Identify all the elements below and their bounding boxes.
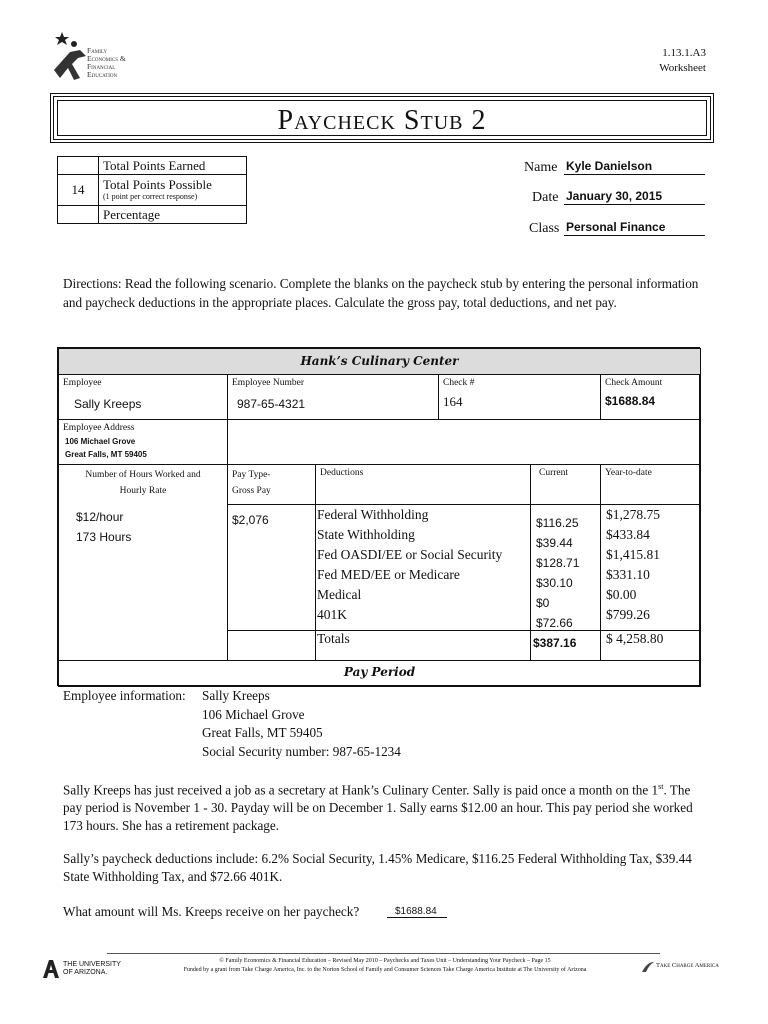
deduction-name: 401K: [317, 607, 347, 622]
address-line-2: Great Falls, MT 59405: [65, 450, 147, 459]
scenario-p1-sup: st: [658, 782, 664, 791]
employee-label: Employee: [63, 378, 102, 388]
doc-code: 1.13.1.A3: [662, 47, 706, 59]
info-name: Sally Kreeps: [202, 688, 270, 703]
hourly-rate-value: $12/hour: [76, 510, 124, 524]
check-number-cell: [438, 374, 601, 420]
paytype-label-1: Pay Type-: [232, 470, 271, 480]
check-amount-label: Check Amount: [605, 378, 663, 388]
employee-number-cell: [227, 374, 439, 420]
footer-line-1: © Family Economics & Financial Education – Revised May 2010 – Paychecks and Taxes Unit – Understanding Your Paycheck – Page 15: [219, 958, 551, 964]
totals-current-cell: [530, 630, 601, 661]
employee-cell: [58, 374, 228, 420]
name-value: Kyle Danielson: [566, 159, 653, 173]
deduction-name: State Withholding: [317, 527, 415, 542]
percentage-label: Percentage: [99, 206, 247, 224]
totals-blank-cell: [227, 630, 316, 661]
logo-line: Family: [87, 46, 108, 55]
university-a-icon: [42, 959, 60, 979]
page-title: Paycheck Stub 2: [277, 105, 487, 136]
deduction-ytd: $1,415.81: [606, 547, 660, 562]
date-field[interactable]: [564, 187, 705, 205]
deduction-current: $39.44: [536, 536, 573, 550]
company-header: [58, 348, 701, 375]
deduction-current: $116.25: [536, 516, 579, 530]
info-ssn: Social Security number: 987-65-1234: [202, 743, 401, 759]
tca-swoosh-icon: [641, 960, 655, 974]
class-value: Personal Finance: [566, 220, 666, 234]
employee-number-value: 987-65-4321: [237, 397, 306, 411]
info-city: Great Falls, MT 59405: [202, 725, 323, 740]
earned-value: [58, 157, 99, 175]
question: What amount will Ms. Kreeps receive on her paycheck?: [63, 904, 360, 919]
answer-field[interactable]: [387, 901, 447, 918]
points-possible-label: Total Points Possible: [103, 177, 212, 192]
employee-number-label: Employee Number: [232, 378, 305, 388]
deduction-name: Fed OASDI/EE or Social Security: [317, 547, 503, 562]
deduction-current: $128.71: [536, 556, 580, 570]
tca-logo: [641, 958, 741, 978]
pay-period-label: Pay Period: [343, 665, 416, 679]
paycheck-stub: [57, 347, 700, 686]
name-field[interactable]: [564, 157, 705, 175]
deduction-current: $0: [536, 596, 550, 610]
ytd-label: Year-to-date: [605, 468, 652, 478]
footer-line-2: Funded by a grant from Take Charge America, Inc. to the Norton School of Family and Consumer Sciences Take Charge America Institute at The University of Arizona: [183, 967, 587, 973]
scenario-paragraph-2: Sally’s paycheck deductions include: 6.2% Social Security, 1.45% Medicare, $116.25 Federal Withholding Tax, $39.44 State Withholding Tax, and $72.66 401K.: [63, 851, 692, 884]
employee-info-label: Employee information:: [63, 688, 186, 703]
totals-current: $387.16: [533, 636, 577, 650]
doc-type: Worksheet: [659, 62, 706, 74]
ua-line-1: THE UNIVERSITY: [63, 961, 121, 968]
star-figure-icon: [50, 30, 90, 85]
totals-ytd-cell: [600, 630, 701, 661]
scenario-paragraph-1: [63, 778, 708, 835]
ua-logo: [42, 957, 132, 981]
address-line-1: 106 Michael Grove: [65, 437, 136, 446]
ua-line-2: OF ARIZONA.: [63, 969, 108, 976]
address-blank-cell: [227, 419, 701, 465]
deduction-current: $72.66: [536, 616, 573, 630]
employee-info-block: [63, 687, 186, 706]
class-label: Class: [529, 221, 560, 236]
pay-period-row: [58, 660, 701, 687]
percentage-value: [58, 206, 99, 224]
ytd-list: [600, 504, 701, 631]
points-possible-value: 14: [58, 175, 99, 206]
deduction-current: $30.10: [536, 576, 573, 590]
scenario-p1-a: Sally Kreeps has just received a job as a secretary at Hank’s Culinary Center. Sally is paid once a month on the 1: [63, 782, 659, 798]
employee-value: Sally Kreeps: [74, 397, 142, 411]
check-amount-cell: [600, 374, 701, 420]
info-street: 106 Michael Grove: [202, 706, 305, 722]
footer-rule: [107, 953, 660, 954]
current-header: [530, 464, 601, 505]
deduction-ytd: $799.26: [606, 607, 650, 622]
logo-line: Economics &: [87, 54, 126, 63]
logo-line: Education: [87, 70, 118, 79]
deduction-name: Federal Withholding: [317, 507, 429, 522]
tca-text: Take Charge America: [656, 962, 719, 969]
totals-label: Totals: [317, 631, 350, 646]
directions: Directions: Read the following scenario. Complete the blanks on the paycheck stub by entering the personal information and paycheck deductions in the appropriate places. Calculate the gross pay, total deductions, and net pay.: [63, 276, 699, 310]
check-amount-value: $1688.84: [605, 394, 656, 408]
doc-code-block: [659, 46, 706, 76]
employee-info-details: [202, 687, 401, 761]
totals-ytd: $ 4,258.80: [606, 631, 664, 646]
deduction-ytd: $1,278.75: [606, 507, 660, 522]
logo-line: Financial: [87, 62, 116, 71]
address-cell: [58, 419, 228, 465]
deductions-header: [315, 464, 531, 505]
hours-label-1: Number of Hours Worked and: [85, 470, 201, 480]
points-earned-label: Total Points Earned: [99, 157, 247, 175]
hours-label-2: Hourly Rate: [119, 486, 167, 496]
deduction-ytd: $433.84: [606, 527, 650, 542]
footer-text: [135, 957, 635, 975]
paytype-header: [227, 464, 316, 505]
current-list: [530, 504, 601, 631]
scenario-p1-b: . The pay period is November 1 - 30. Payday will be on December 1. Sally earns $12.00 an hour. This pay period she worked 173 hours. She has a retirement package.: [63, 782, 693, 834]
check-number-label: Check #: [443, 378, 475, 388]
class-field[interactable]: [564, 218, 705, 236]
company-name: Hank’s Culinary Center: [300, 354, 459, 368]
deduction-ytd: $331.10: [606, 567, 650, 582]
gross-pay-cell: [227, 504, 316, 631]
deductions-label: Deductions: [320, 468, 364, 478]
hours-cell: [58, 464, 228, 661]
check-number-value: 164: [443, 394, 463, 409]
address-label: Employee Address: [63, 423, 135, 433]
fefe-logo: [50, 30, 150, 85]
name-label: Name: [524, 160, 558, 175]
points-note: (1 point per correct response): [103, 192, 198, 201]
gross-pay-value: $2,076: [232, 513, 269, 527]
deduction-name: Medical: [317, 587, 362, 602]
points-table: [57, 156, 247, 224]
title-box: [50, 93, 714, 143]
deduction-ytd: $0.00: [606, 587, 637, 602]
hours-worked-value: 173 Hours: [76, 530, 132, 544]
deductions-list: [315, 504, 531, 631]
date-value: January 30, 2015: [566, 189, 663, 203]
current-label: Current: [539, 468, 569, 478]
ytd-header: [600, 464, 701, 505]
deduction-name: Fed MED/EE or Medicare: [317, 567, 460, 582]
date-label: Date: [532, 190, 559, 205]
answer-value: $1688.84: [395, 906, 437, 917]
paytype-label-2: Gross Pay: [232, 486, 271, 496]
totals-label-cell: [315, 630, 531, 661]
